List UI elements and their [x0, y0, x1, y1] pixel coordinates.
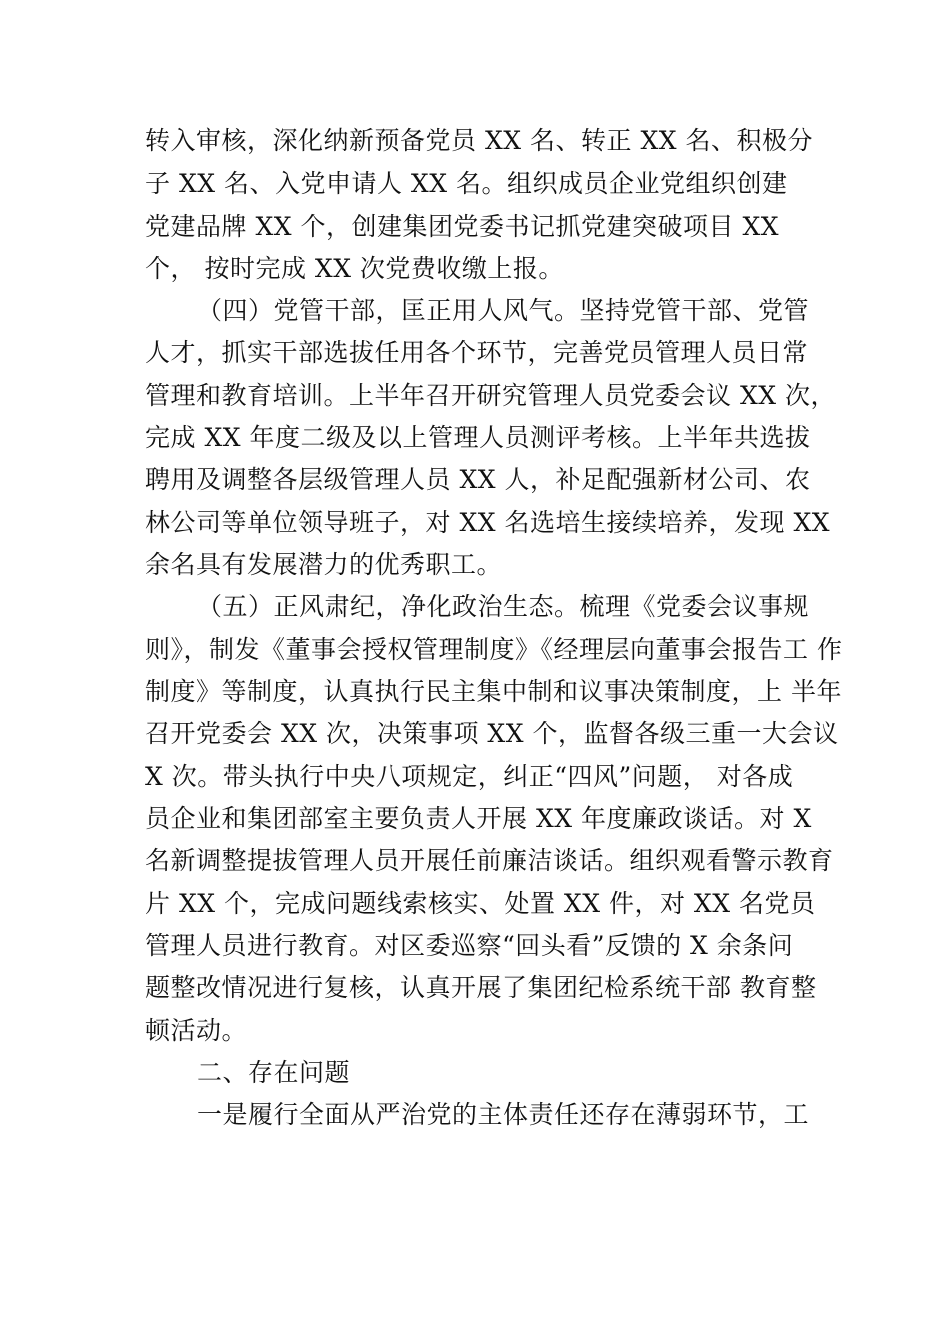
text-line: 员企业和集团部室主要负责人开展 XX 年度廉政谈话。对 X: [145, 804, 812, 833]
text-line: 余名具有发展潜力的优秀职工。: [145, 550, 503, 579]
paragraph-heading-four: （四）党管干部，匡正用人风气。坚持党管干部、党管: [197, 296, 810, 325]
text-line: 题整改情况进行复核，认真开展了集团纪检系统干部 教育整: [145, 973, 817, 1002]
text-line: 制度》等制度，认真执行民主集中制和议事决策制度，上 半年: [145, 677, 842, 706]
text-line: 顿活动。: [145, 1016, 248, 1045]
text-line: 名新调整提拔管理人员开展任前廉洁谈话。组织观看警示教育: [145, 846, 834, 875]
text-line: 人才，抓实干部选拔任用各个环节，完善党员管理人员日常: [145, 338, 809, 367]
text-line: X 次。带头执行中央八项规定，纠正“四风”问题， 对各成: [145, 762, 794, 791]
text-line: 个， 按时完成 XX 次党费收缴上报。: [145, 254, 564, 283]
text-line: 片 XX 个，完成问题线索核实、处置 XX 件，对 XX 名党员: [145, 889, 816, 918]
text-line: 子 XX 名、入党申请人 XX 名。组织成员企业党组织创建: [145, 169, 788, 198]
paragraph-heading-five: （五）正风肃纪，净化政治生态。梳理《党委会议事规: [197, 592, 810, 621]
text-line: 转入审核，深化纳新预备党员 XX 名、转正 XX 名、积极分: [145, 126, 813, 155]
section-heading: 二、存在问题: [197, 1058, 351, 1087]
text-line: 一是履行全面从严治党的主体责任还存在薄弱环节，工: [197, 1100, 810, 1129]
text-line: 管理和教育培训。上半年召开研究管理人员党委会议 XX 次，: [145, 381, 836, 410]
text-line: 聘用及调整各层级管理人员 XX 人，补足配强新材公司、农: [145, 465, 811, 494]
text-line: 则》，制发《董事会授权管理制度》《经理层向董事会报告工 作: [145, 635, 843, 664]
text-line: 完成 XX 年度二级及以上管理人员测评考核。上半年共选拔: [145, 423, 811, 452]
text-line: 管理人员进行教育。对区委巡察“回头看”反馈的 X 余条问: [145, 931, 794, 960]
text-line: 党建品牌 XX 个，创建集团党委书记抓党建突破项目 XX: [145, 212, 780, 241]
text-line: 林公司等单位领导班子，对 XX 名选培生接续培养，发现 XX: [145, 508, 831, 537]
text-line: 召开党委会 XX 次，决策事项 XX 个，监督各级三重一大会议: [145, 719, 839, 748]
